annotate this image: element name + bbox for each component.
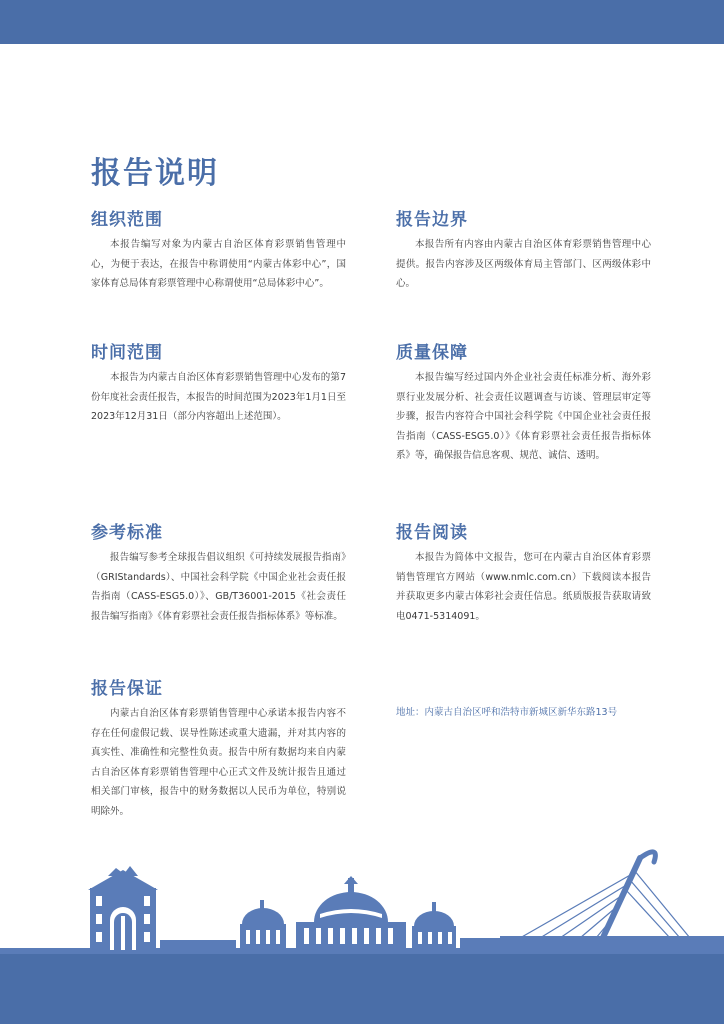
section-heading: 报告保证 xyxy=(91,679,163,699)
section-body: 内蒙古自治区体育彩票销售管理中心承诺本报告内容不存在任何虚假记载、误导性陈述或重大遗漏，并对其内容的真实性、准确性和完整性负责。报告中所有数据均来自内蒙古自治区体育彩票销售管理中心正式文件及统计报告且通过相关部门审核，报告中的财务数据以人民币为单位，特别说明除外。 xyxy=(91,708,346,817)
building-tower-icon xyxy=(88,866,158,950)
section-quality-assurance xyxy=(396,341,651,466)
section-body: 本报告所有内容由内蒙古自治区体育彩票销售管理中心提供。报告内容涉及区两级体育局主管部门、区两级体彩中心。 xyxy=(396,239,651,289)
section-reference-standards xyxy=(91,521,346,626)
section-report-reading xyxy=(396,521,651,626)
section-heading: 报告边界 xyxy=(396,210,468,230)
section-heading: 时间范围 xyxy=(91,343,163,363)
section-body: 报告编写参考全球报告倡议组织《可持续发展报告指南》（GRIStandards）、中国社会科学院《中国企业社会责任报告指南（CASS-ESG5.0）》、GB/T36001-2015《社会责任报告编写指南》《体育彩票社会责任报告指标体系》等标准。 xyxy=(91,552,346,622)
central-dome-building-icon xyxy=(296,876,406,950)
city-skyline-illustration xyxy=(0,840,724,956)
page-title: 报告说明 xyxy=(91,156,219,192)
dome-building-icon xyxy=(240,900,286,950)
section-body: 本报告编写对象为内蒙古自治区体育彩票销售管理中心，为便于表达，在报告中称谓使用“内蒙古体彩中心”，国家体育总局体育彩票管理中心称谓使用“总局体彩中心”。 xyxy=(91,239,346,289)
section-heading: 质量保障 xyxy=(396,343,468,363)
dome-building-icon xyxy=(412,902,456,950)
bottom-color-band xyxy=(0,954,724,1024)
section-heading: 参考标准 xyxy=(91,523,163,543)
section-org-scope xyxy=(91,208,346,294)
section-report-assurance xyxy=(91,677,346,821)
bridge-icon xyxy=(520,852,690,944)
section-body: 本报告编写经过国内外企业社会责任标准分析、海外彩票行业发展分析、社会责任议题调查与访谈、管理层审定等步骤，报告内容符合中国社会科学院《中国企业社会责任报告指南（CASS-ESG5.0）》《体育彩票社会责任报告指标体系》等，确保报告信息客观、规范、诚信、透明。 xyxy=(396,372,651,461)
section-heading: 组织范围 xyxy=(91,210,163,230)
section-time-scope xyxy=(91,341,346,427)
address-text: 地址：内蒙古自治区呼和浩特市新城区新华东路13号 xyxy=(396,707,618,718)
section-report-boundary xyxy=(396,208,651,294)
section-heading: 报告阅读 xyxy=(396,523,468,543)
top-color-band xyxy=(0,0,724,44)
section-body: 本报告为内蒙古自治区体育彩票销售管理中心发布的第7份年度社会责任报告，本报告的时间范围为2023年1月1日至2023年12月31日（部分内容超出上述范围）。 xyxy=(91,372,346,422)
section-body: 本报告为简体中文报告，您可在内蒙古自治区体育彩票销售管理官方网站（www.nmlc.com.cn）下载阅读本报告并获取更多内蒙古体彩社会责任信息。纸质版报告获取请致电0471-5314091。 xyxy=(396,552,651,622)
